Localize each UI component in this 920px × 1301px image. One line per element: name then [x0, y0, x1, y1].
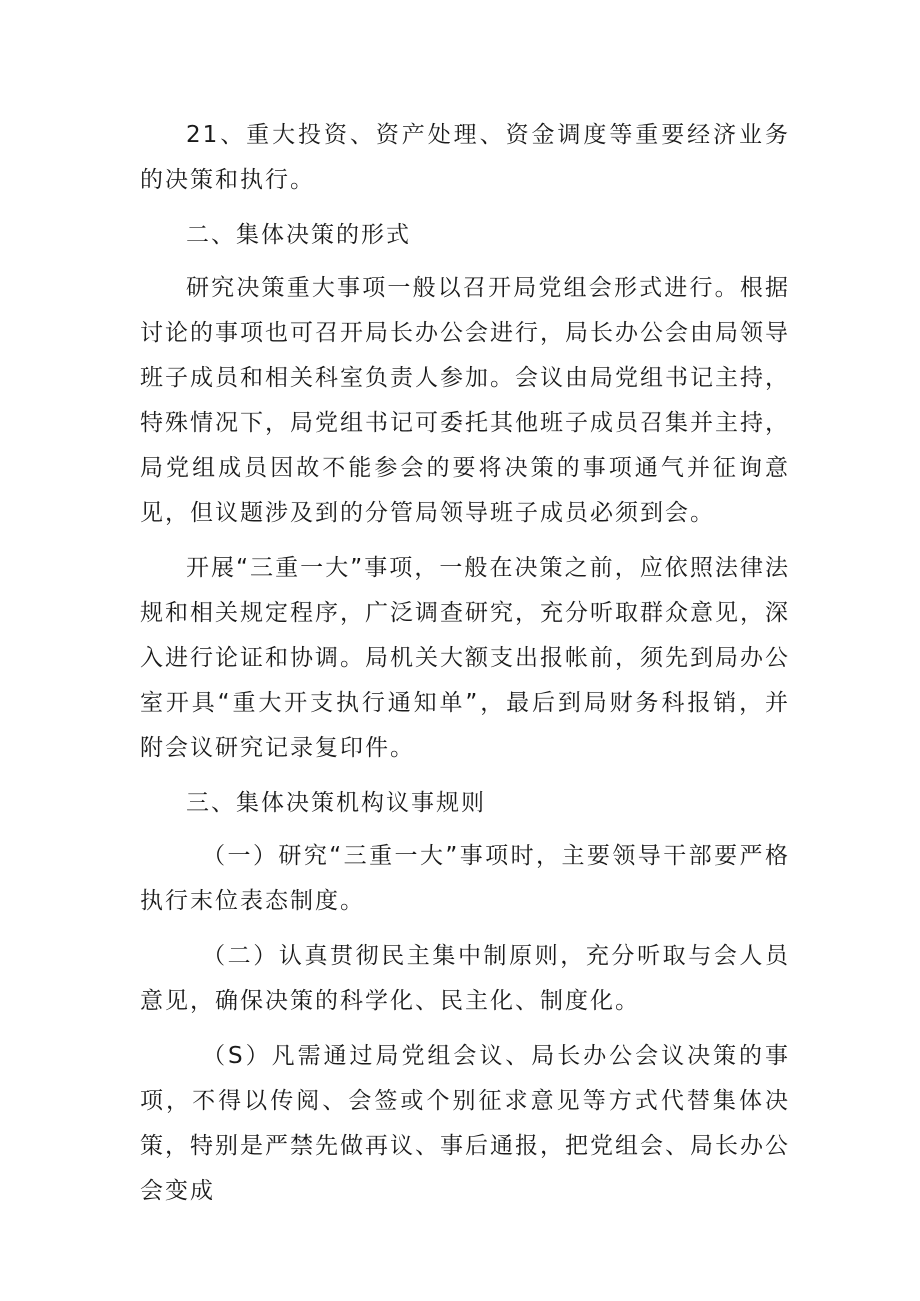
rule-item-2: （二）认真贯彻民主集中制原则，充分听取与会人员意见，确保决策的科学化、民主化、制度化。: [140, 943, 790, 1014]
paragraph-item-21: 21、重大投资、资产处理、资金调度等重要经济业务的决策和执行。: [140, 122, 790, 193]
rule-item-1: （一）研究“三重一大”事项时，主要领导干部要严格执行末位表态制度。: [140, 843, 790, 914]
paragraph-decision-procedure: 开展“三重一大”事项，一般在决策之前，应依照法律法规和相关规定程序，广泛调查研究，充分听取群众意见，深入进行论证和协调。局机关大额支出报帐前，须先到局办公室开具“重大开支执行通知单”，最后到局财务科报销，并附会议研究记录复印件。: [140, 555, 790, 761]
section-heading-decision-form: 二、集体决策的形式: [186, 222, 411, 248]
paragraph-decision-form: 研究决策重大事项一般以召开局党组会形式进行。根据讨论的事项也可召开局长办公会进行，局长办公会由局领导班子成员和相关科室负责人参加。会议由局党组书记主持，特殊情况下，局党组书记可委托其他班子成员召集并主持，局党组成员因故不能参会的要将决策的事项通气并征询意见，但议题涉及到的分管局领导班子成员必须到会。: [140, 275, 790, 526]
section-heading-meeting-rules: 三、集体决策机构议事规则: [186, 790, 486, 816]
document-body: [140, 113, 790, 1224]
rule-item-3: （S）凡需通过局党组会议、局长办公会议决策的事项，不得以传阅、会签或个别征求意见等方式代替集体决策，特别是严禁先做再议、事后通报，把党组会、局长办公会变成: [140, 1043, 790, 1204]
